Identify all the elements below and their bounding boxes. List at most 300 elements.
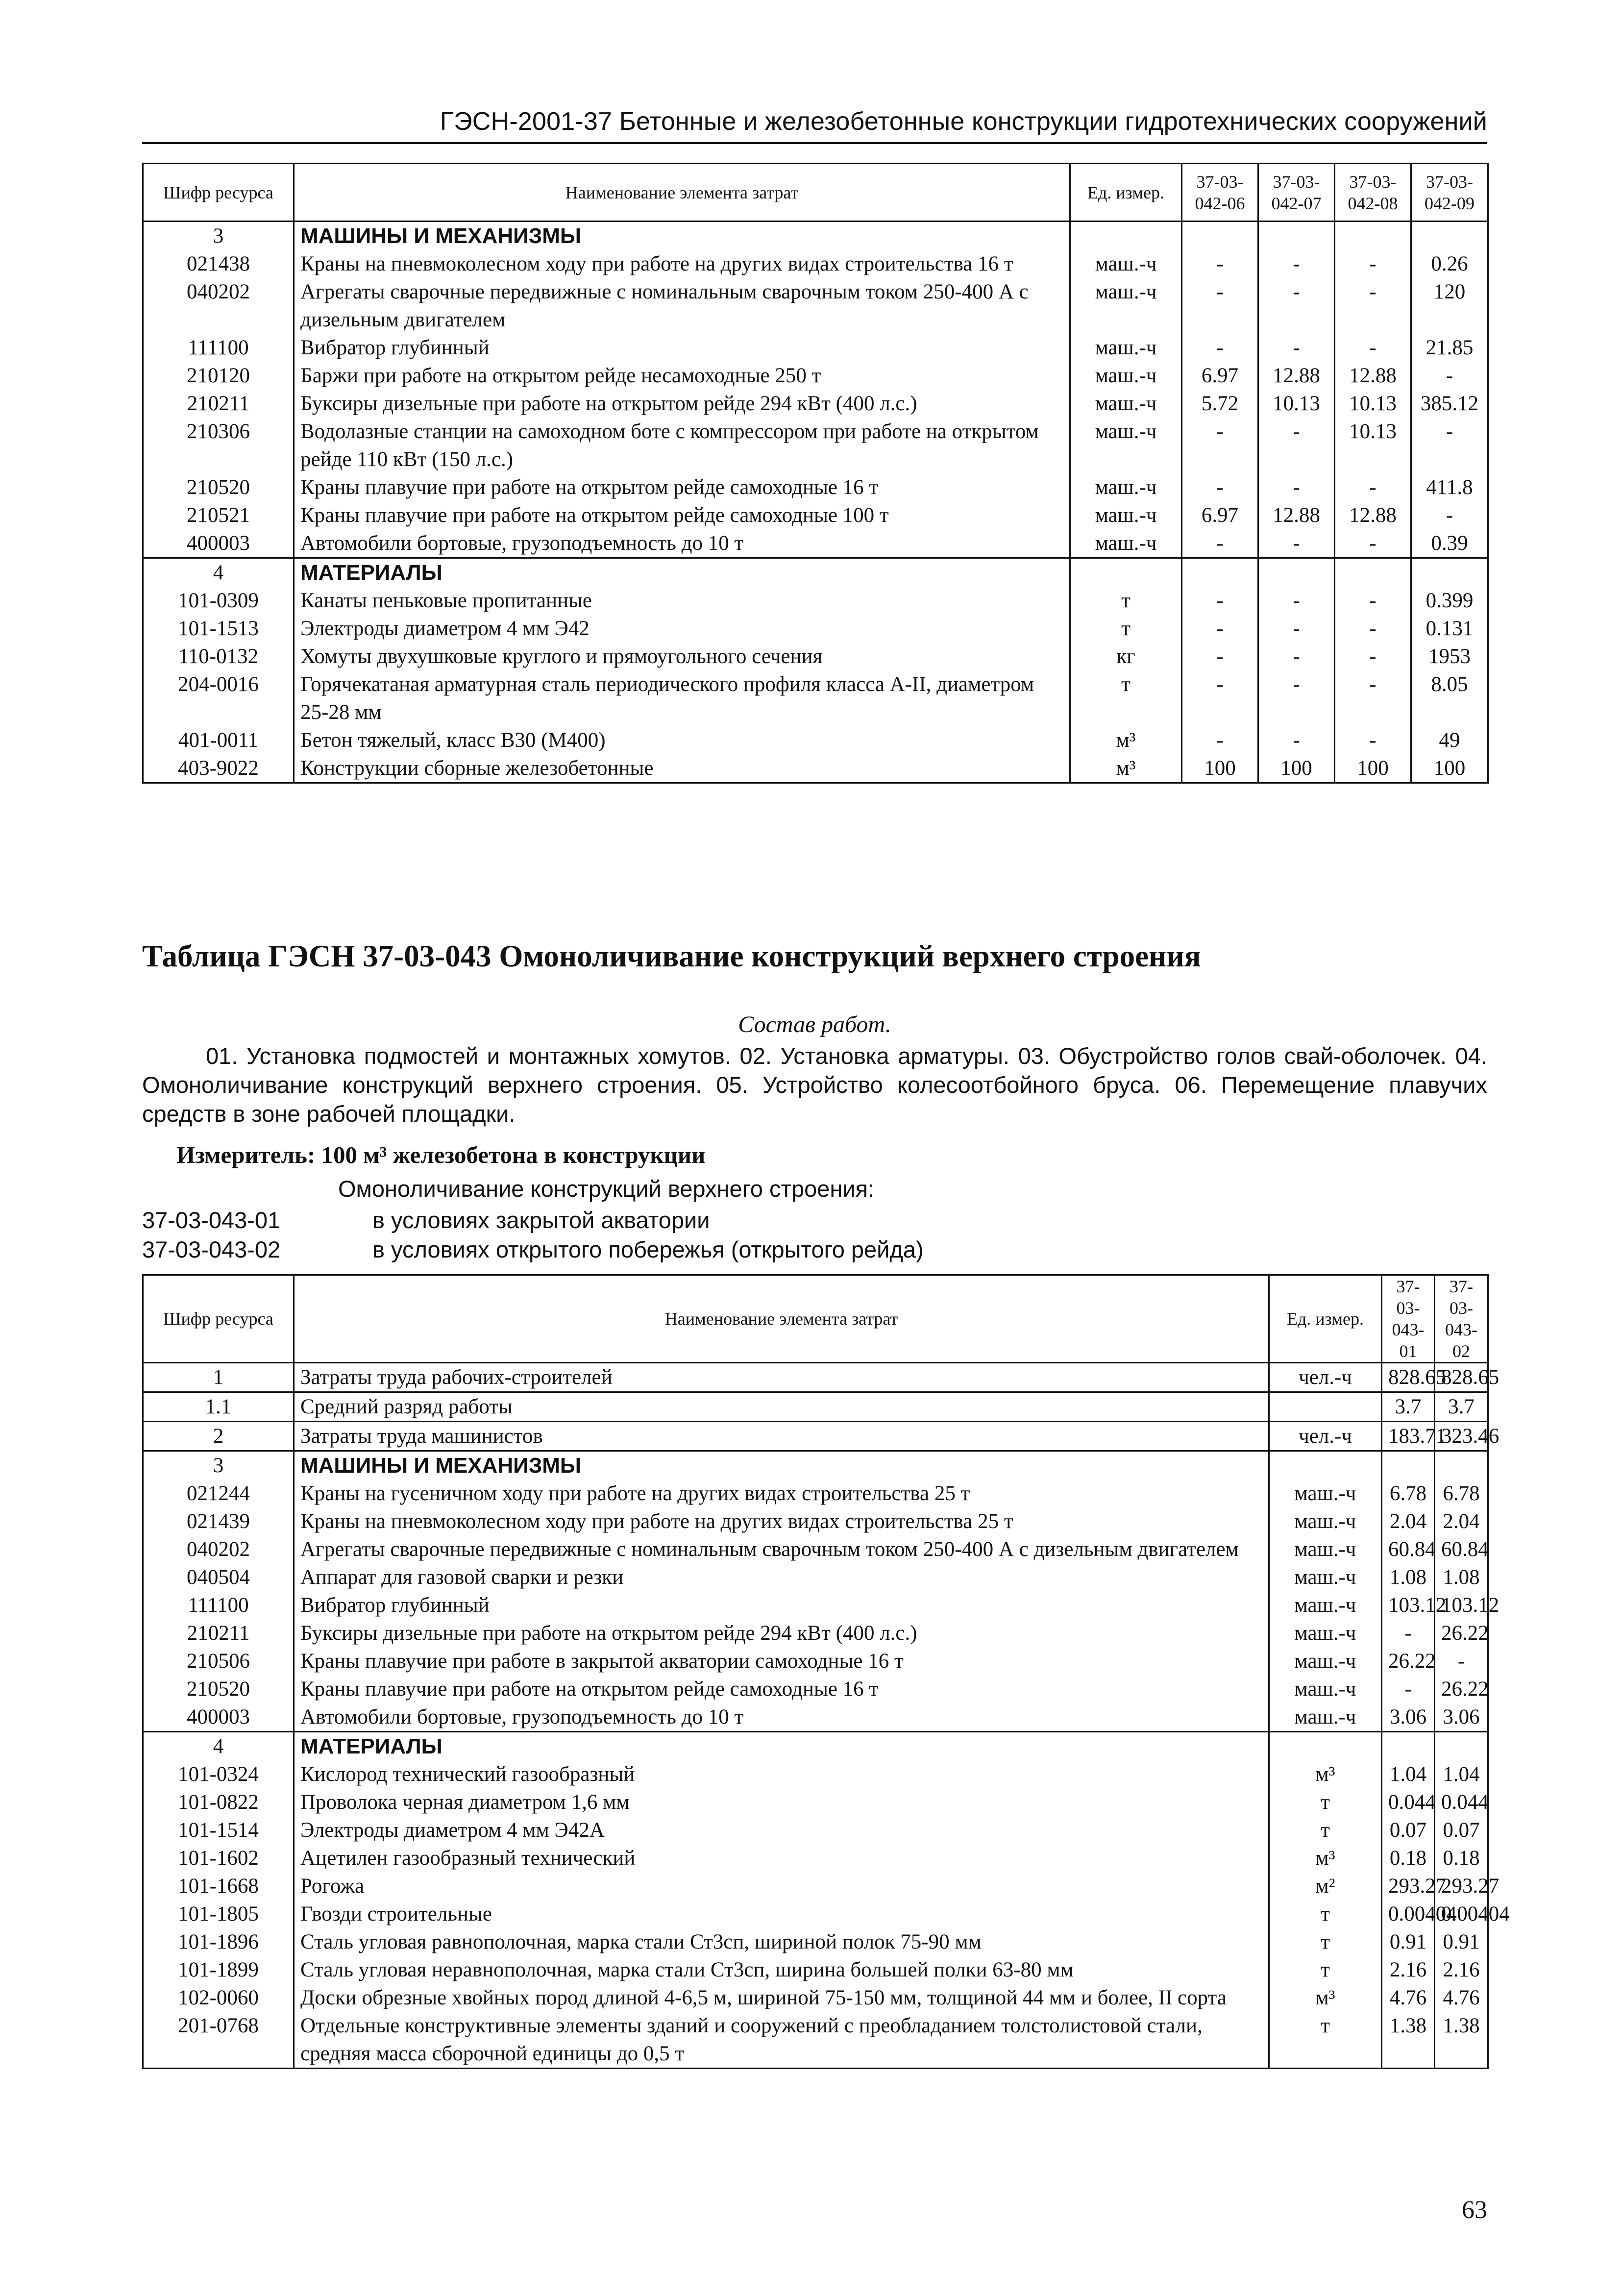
cell-unit: м³ [1269, 1844, 1382, 1872]
cell-unit: м³ [1070, 754, 1182, 783]
cell-name: Баржи при работе на открытом рейде несамоходные 250 т [294, 362, 1070, 390]
table-row [143, 1956, 1488, 1984]
table-row [143, 1816, 1488, 1844]
cell-value: 26.22 [1435, 1675, 1488, 1703]
cell-value: 12.88 [1335, 362, 1411, 390]
cell-value: 828.65 [1382, 1363, 1435, 1392]
cell-value: 0.399 [1411, 587, 1488, 615]
cell-value [1435, 1451, 1488, 1480]
table-header-row [143, 164, 1488, 222]
cell-name: МАШИНЫ И МЕХАНИЗМЫ [294, 222, 1070, 250]
cell-unit: маш.-ч [1070, 278, 1182, 334]
cell-value: 6.78 [1382, 1480, 1435, 1507]
cell-value: 26.22 [1382, 1647, 1435, 1675]
cell-value: - [1382, 1619, 1435, 1647]
table-row [143, 418, 1488, 473]
cell-unit: маш.-ч [1070, 473, 1182, 501]
cell-value: - [1435, 1647, 1488, 1675]
cell-value: 0.131 [1411, 615, 1488, 642]
cell-value: - [1335, 726, 1411, 754]
cell-name: Отдельные конструктивные элементы зданий и сооружений с преобладанием толстолистовой стали, средняя масса сборочной единицы до 0,5 т [294, 2012, 1269, 2069]
cell-value: 26.22 [1435, 1619, 1488, 1647]
cell-unit: т [1269, 1788, 1382, 1816]
cell-code: 101-0324 [143, 1760, 294, 1788]
cell-code: 400003 [143, 1703, 294, 1732]
cell-value: - [1411, 418, 1488, 473]
cell-name: Краны плавучие при работе на открытом рейде самоходные 16 т [294, 473, 1070, 501]
cell-value: - [1182, 615, 1258, 642]
variants-heading: Омоноличивание конструкций верхнего строения: [338, 1176, 875, 1202]
col-header-unit: Ед. измер. [1269, 1275, 1382, 1363]
cell-unit: маш.-ч [1269, 1535, 1382, 1563]
cell-value: 10.13 [1258, 390, 1335, 418]
cell-value: 6.78 [1435, 1480, 1488, 1507]
cell-unit: т [1269, 1900, 1382, 1928]
cell-value: - [1182, 250, 1258, 278]
table-row [143, 1647, 1488, 1675]
col-header-variant: 37-03-042-07 [1258, 164, 1335, 222]
cell-value: 49 [1411, 726, 1488, 754]
cell-value: 12.88 [1258, 362, 1335, 390]
cell-value: - [1335, 670, 1411, 726]
cell-code: 2 [143, 1422, 294, 1451]
cell-value [1335, 558, 1411, 587]
table-row [143, 1619, 1488, 1647]
resource-table-042 [142, 163, 1489, 784]
cell-code: 400003 [143, 529, 294, 558]
cell-code: 210520 [143, 1675, 294, 1703]
cell-unit: маш.-ч [1269, 1507, 1382, 1535]
cell-unit: м³ [1269, 1760, 1382, 1788]
cell-unit: т [1070, 587, 1182, 615]
table-row [143, 1760, 1488, 1788]
cell-value: - [1335, 278, 1411, 334]
cell-value: - [1335, 615, 1411, 642]
cell-unit: м³ [1070, 726, 1182, 754]
cell-value: - [1335, 334, 1411, 362]
cell-value: 5.72 [1182, 390, 1258, 418]
cell-value: - [1182, 334, 1258, 362]
cell-value: 0.26 [1411, 250, 1488, 278]
cell-code: 102-0060 [143, 1984, 294, 2012]
table-row [143, 1591, 1488, 1619]
cell-value: - [1182, 587, 1258, 615]
col-header-code: Шифр ресурса [143, 164, 294, 222]
cell-value: 12.88 [1258, 501, 1335, 529]
cell-code: 021244 [143, 1480, 294, 1507]
cell-name: Краны на пневмоколесном ходу при работе на других видах строительства 16 т [294, 250, 1070, 278]
cell-unit: маш.-ч [1269, 1591, 1382, 1619]
cell-value [1411, 558, 1488, 587]
cell-unit: маш.-ч [1269, 1563, 1382, 1591]
section-header-row [143, 222, 1488, 250]
cell-name: Хомуты двухушковые круглого и прямоугольного сечения [294, 642, 1070, 670]
cell-code: 040504 [143, 1563, 294, 1591]
cell-unit: маш.-ч [1269, 1647, 1382, 1675]
cell-value: - [1182, 529, 1258, 558]
cell-code: 101-1514 [143, 1816, 294, 1844]
table-row [143, 1928, 1488, 1956]
cell-value: 60.84 [1435, 1535, 1488, 1563]
cell-value: - [1182, 670, 1258, 726]
cell-code: 1 [143, 1363, 294, 1392]
variant-text: в условиях закрытой акватории [372, 1207, 710, 1233]
table-row [143, 362, 1488, 390]
cell-code: 403-9022 [143, 754, 294, 783]
cell-name: Краны на пневмоколесном ходу при работе на других видах строительства 25 т [294, 1507, 1269, 1535]
cell-value [1382, 1732, 1435, 1761]
cell-value: - [1182, 726, 1258, 754]
cell-value: - [1335, 529, 1411, 558]
cell-value: - [1258, 529, 1335, 558]
cell-value: - [1258, 278, 1335, 334]
cell-value: 0.18 [1382, 1844, 1435, 1872]
cell-value [1258, 558, 1335, 587]
cell-name: Горячекатаная арматурная сталь периодического профиля класса А-II, диаметром 25-28 мм [294, 670, 1070, 726]
cell-unit: маш.-ч [1070, 501, 1182, 529]
cell-value: - [1182, 642, 1258, 670]
cell-code: 210211 [143, 1619, 294, 1647]
cell-value: 323.46 [1435, 1422, 1488, 1451]
cell-value: 1.38 [1382, 2012, 1435, 2069]
cell-value: - [1258, 334, 1335, 362]
cell-value: 828.65 [1435, 1363, 1488, 1392]
cell-code: 210521 [143, 501, 294, 529]
cell-name: Вибратор глубинный [294, 334, 1070, 362]
cell-unit [1269, 1732, 1382, 1761]
cell-unit: м² [1269, 1872, 1382, 1900]
col-header-unit: Ед. измер. [1070, 164, 1182, 222]
table-row [143, 334, 1488, 362]
table-title: Таблица ГЭСН 37-03-043 Омоноличивание конструкций верхнего строения [142, 939, 1201, 973]
measure-value: 100 м³ железобетона в конструкции [321, 1141, 706, 1168]
section-header-row [143, 1451, 1488, 1480]
cell-value: 0.044 [1435, 1788, 1488, 1816]
cell-value: 100 [1258, 754, 1335, 783]
cell-unit [1269, 1392, 1382, 1422]
cell-name: Сталь угловая неравнополочная, марка стали Ст3сп, ширина большей полки 63-80 мм [294, 1956, 1269, 1984]
cell-value: 183.71 [1382, 1422, 1435, 1451]
cell-unit: маш.-ч [1070, 529, 1182, 558]
cell-value: 0.07 [1382, 1816, 1435, 1844]
cell-code: 101-1668 [143, 1872, 294, 1900]
cell-name: Краны на гусеничном ходу при работе на других видах строительства 25 т [294, 1480, 1269, 1507]
cell-value: - [1182, 418, 1258, 473]
cell-value: 3.06 [1435, 1703, 1488, 1732]
table-row [143, 1480, 1488, 1507]
variant-item [142, 1207, 710, 1234]
cell-code: 4 [143, 558, 294, 587]
cell-name: Водолазные станции на самоходном боте с компрессором при работе на открытом рейде 110 кВт (150 л.с.) [294, 418, 1070, 473]
header-rule [142, 142, 1487, 144]
cell-name: Электроды диаметром 4 мм Э42А [294, 1816, 1269, 1844]
cell-value: 0.07 [1435, 1816, 1488, 1844]
cell-value: 1.08 [1435, 1563, 1488, 1591]
cell-name: Конструкции сборные железобетонные [294, 754, 1070, 783]
cell-name: Вибратор глубинный [294, 1591, 1269, 1619]
table-row [143, 529, 1488, 558]
cell-unit [1070, 558, 1182, 587]
cell-unit: кг [1070, 642, 1182, 670]
cell-value: 0.18 [1435, 1844, 1488, 1872]
table-row [143, 1675, 1488, 1703]
cell-code: 101-1899 [143, 1956, 294, 1984]
cell-name: Доски обрезные хвойных пород длиной 4-6,5 м, шириной 75-150 мм, толщиной 44 мм и более, II сорта [294, 1984, 1269, 2012]
cell-code: 101-0309 [143, 587, 294, 615]
cell-value: - [1411, 362, 1488, 390]
col-header-code: Шифр ресурса [143, 1275, 294, 1363]
cell-value: 1.38 [1435, 2012, 1488, 2069]
col-header-variant: 37-03-042-08 [1335, 164, 1411, 222]
cell-value: 10.13 [1335, 390, 1411, 418]
cell-code: 101-1602 [143, 1844, 294, 1872]
cell-name: Гвозди строительные [294, 1900, 1269, 1928]
cell-unit: маш.-ч [1070, 250, 1182, 278]
cell-value: - [1258, 642, 1335, 670]
cell-unit: т [1070, 615, 1182, 642]
cell-name: Агрегаты сварочные передвижные с номинальным сварочным током 250-400 А с дизельным двигателем [294, 1535, 1269, 1563]
cell-code: 111100 [143, 1591, 294, 1619]
cell-name: Краны плавучие при работе на открытом рейде самоходные 100 т [294, 501, 1070, 529]
cell-name: МАШИНЫ И МЕХАНИЗМЫ [294, 1451, 1269, 1480]
cell-value: 120 [1411, 278, 1488, 334]
variant-item [142, 1236, 924, 1263]
table-row [143, 615, 1488, 642]
cell-unit: маш.-ч [1070, 362, 1182, 390]
col-header-name: Наименование элемента затрат [294, 1275, 1269, 1363]
cell-code: 101-0822 [143, 1788, 294, 1816]
cell-unit: маш.-ч [1070, 334, 1182, 362]
cell-name: Буксиры дизельные при работе на открытом рейде 294 кВт (400 л.с.) [294, 1619, 1269, 1647]
cell-value: - [1258, 670, 1335, 726]
table-row [143, 1984, 1488, 2012]
cell-unit: маш.-ч [1269, 1480, 1382, 1507]
cell-code: 210506 [143, 1647, 294, 1675]
cell-code: 204-0016 [143, 670, 294, 726]
cell-value: 100 [1182, 754, 1258, 783]
cell-value [1411, 222, 1488, 250]
cell-value: 10.13 [1335, 418, 1411, 473]
cell-value: 60.84 [1382, 1535, 1435, 1563]
cell-value: 1.04 [1435, 1760, 1488, 1788]
table-row [143, 587, 1488, 615]
section-header-row [143, 1732, 1488, 1761]
cell-unit: маш.-ч [1070, 390, 1182, 418]
cell-value: 0.00404 [1382, 1900, 1435, 1928]
table-row [143, 390, 1488, 418]
cell-name: Рогожа [294, 1872, 1269, 1900]
cell-name: Бетон тяжелый, класс В30 (М400) [294, 726, 1070, 754]
cell-unit: маш.-ч [1269, 1619, 1382, 1647]
cell-value: 0.00404 [1435, 1900, 1488, 1928]
page-number: 63 [1462, 2196, 1487, 2224]
cell-name: Автомобили бортовые, грузоподъемность до 10 т [294, 1703, 1269, 1732]
cell-name: Кислород технический газообразный [294, 1760, 1269, 1788]
table-row [143, 278, 1488, 334]
cell-unit: маш.-ч [1070, 418, 1182, 473]
cell-name: Агрегаты сварочные передвижные с номинальным сварочным током 250-400 А с дизельным двигателем [294, 278, 1070, 334]
cell-value: 411.8 [1411, 473, 1488, 501]
cell-value: 0.044 [1382, 1788, 1435, 1816]
cell-value: - [1258, 418, 1335, 473]
table-row [143, 2012, 1488, 2069]
table-row [143, 1844, 1488, 1872]
cell-unit: т [1269, 2012, 1382, 2069]
table-row [143, 1392, 1488, 1422]
cell-value [1435, 1732, 1488, 1761]
cell-code: 210520 [143, 473, 294, 501]
cell-value: - [1335, 473, 1411, 501]
cell-code: 021438 [143, 250, 294, 278]
cell-code: 3 [143, 222, 294, 250]
table-row [143, 1900, 1488, 1928]
cell-code: 3 [143, 1451, 294, 1480]
table-row [143, 1507, 1488, 1535]
cell-name: Электроды диаметром 4 мм Э42 [294, 615, 1070, 642]
col-header-variant: 37-03-043-01 [1382, 1275, 1435, 1363]
table-row [143, 670, 1488, 726]
cell-value: - [1335, 587, 1411, 615]
table-row [143, 1872, 1488, 1900]
cell-value: 2.16 [1435, 1956, 1488, 1984]
cell-value [1258, 222, 1335, 250]
cell-unit: чел.-ч [1269, 1422, 1382, 1451]
col-header-variant: 37-03-043-02 [1435, 1275, 1488, 1363]
cell-name: Буксиры дизельные при работе на открытом рейде 294 кВт (400 л.с.) [294, 390, 1070, 418]
section-header-row [143, 558, 1488, 587]
cell-value [1335, 222, 1411, 250]
cell-value: 385.12 [1411, 390, 1488, 418]
cell-value: - [1182, 473, 1258, 501]
table-body [143, 222, 1488, 783]
work-composition-text: 01. Установка подмостей и монтажных хомутов. 02. Установка арматуры. 03. Обустройство голов свай-оболочек. 04. Омоноличивание конструкций верхнего строения. 05. Устройство колесоотбойного бруса. 06. Перемещение плавучих средств в зоне рабочей площадки. [142, 1043, 1487, 1127]
cell-unit [1070, 222, 1182, 250]
cell-name: МАТЕРИАЛЫ [294, 1732, 1269, 1761]
cell-value: 3.7 [1382, 1392, 1435, 1422]
table-row [143, 501, 1488, 529]
resource-table-043 [142, 1274, 1510, 2069]
cell-unit: т [1269, 1956, 1382, 1984]
cell-value: 2.04 [1435, 1507, 1488, 1535]
cell-value: 1.08 [1382, 1563, 1435, 1591]
cell-value: - [1258, 726, 1335, 754]
cell-value: 4.76 [1435, 1984, 1488, 2012]
cell-code: 210306 [143, 418, 294, 473]
cell-value: 3.06 [1382, 1703, 1435, 1732]
cell-value: 0.91 [1435, 1928, 1488, 1956]
cell-code: 101-1805 [143, 1900, 294, 1928]
cell-code: 4 [143, 1732, 294, 1761]
cell-value [1382, 1451, 1435, 1480]
cell-value: 103.12 [1382, 1591, 1435, 1619]
cell-value: - [1258, 473, 1335, 501]
cell-value: - [1335, 642, 1411, 670]
table-row [143, 473, 1488, 501]
table-row [143, 642, 1488, 670]
cell-unit: м³ [1269, 1984, 1382, 2012]
cell-code: 201-0768 [143, 2012, 294, 2069]
table-row [143, 250, 1488, 278]
variant-text: в условиях открытого побережья (открытого рейда) [372, 1236, 924, 1262]
cell-unit: чел.-ч [1269, 1363, 1382, 1392]
cell-value: 293.27 [1382, 1872, 1435, 1900]
cell-value: - [1335, 250, 1411, 278]
cell-code: 101-1896 [143, 1928, 294, 1956]
cell-value: 6.97 [1182, 501, 1258, 529]
cell-value: 103.12 [1435, 1591, 1488, 1619]
cell-value: - [1382, 1675, 1435, 1703]
col-header-name: Наименование элемента затрат [294, 164, 1070, 222]
cell-code: 040202 [143, 1535, 294, 1563]
cell-value: - [1411, 501, 1488, 529]
cell-value: - [1258, 615, 1335, 642]
col-header-variant: 37-03-042-06 [1182, 164, 1258, 222]
cell-code: 401-0011 [143, 726, 294, 754]
cell-value: - [1258, 250, 1335, 278]
cell-name: Аппарат для газовой сварки и резки [294, 1563, 1269, 1591]
cell-code: 111100 [143, 334, 294, 362]
cell-value: 0.91 [1382, 1928, 1435, 1956]
variant-code: 37-03-043-02 [142, 1236, 281, 1262]
cell-value: 100 [1411, 754, 1488, 783]
table-row [143, 1788, 1488, 1816]
cell-value: 0.39 [1411, 529, 1488, 558]
cell-name: Проволока черная диаметром 1,6 мм [294, 1788, 1269, 1816]
table-row [143, 1535, 1488, 1563]
cell-name: Ацетилен газообразный технический [294, 1844, 1269, 1872]
cell-code: 110-0132 [143, 642, 294, 670]
cell-code: 040202 [143, 278, 294, 334]
cell-value: - [1182, 278, 1258, 334]
cell-value [1182, 222, 1258, 250]
cell-name: Сталь угловая равнополочная, марка стали Ст3сп, шириной полок 75-90 мм [294, 1928, 1269, 1956]
table-row [143, 1703, 1488, 1732]
cell-value: 12.88 [1335, 501, 1411, 529]
cell-value: 2.04 [1382, 1507, 1435, 1535]
cell-value: 21.85 [1411, 334, 1488, 362]
cell-name: Канаты пеньковые пропитанные [294, 587, 1070, 615]
cell-value: 100 [1335, 754, 1411, 783]
cell-code: 1.1 [143, 1392, 294, 1422]
col-header-variant: 37-03-042-09 [1411, 164, 1488, 222]
work-composition-caption: Состав работ. [738, 1012, 891, 1037]
table-row [143, 1563, 1488, 1591]
measure-line [176, 1141, 705, 1169]
cell-value: 1.04 [1382, 1760, 1435, 1788]
cell-name: МАТЕРИАЛЫ [294, 558, 1070, 587]
measure-label: Измеритель: [176, 1141, 316, 1168]
cell-unit: т [1269, 1816, 1382, 1844]
cell-value [1182, 558, 1258, 587]
cell-value: 4.76 [1382, 1984, 1435, 2012]
cell-unit: маш.-ч [1269, 1675, 1382, 1703]
cell-name: Затраты труда рабочих-строителей [294, 1363, 1269, 1392]
cell-name: Средний разряд работы [294, 1392, 1269, 1422]
table-row [143, 1363, 1488, 1392]
cell-value: 8.05 [1411, 670, 1488, 726]
table-header-row [143, 1275, 1488, 1363]
variant-code: 37-03-043-01 [142, 1207, 281, 1233]
cell-value: 293.27 [1435, 1872, 1488, 1900]
running-header: ГЭСН-2001-37 Бетонные и железобетонные конструкции гидротехнических сооружений [440, 107, 1487, 136]
cell-unit [1269, 1451, 1382, 1480]
table-row [143, 754, 1488, 783]
cell-unit: т [1269, 1928, 1382, 1956]
cell-code: 210211 [143, 390, 294, 418]
table-body [143, 1363, 1510, 2069]
table-row [143, 1422, 1488, 1451]
cell-value: 2.16 [1382, 1956, 1435, 1984]
